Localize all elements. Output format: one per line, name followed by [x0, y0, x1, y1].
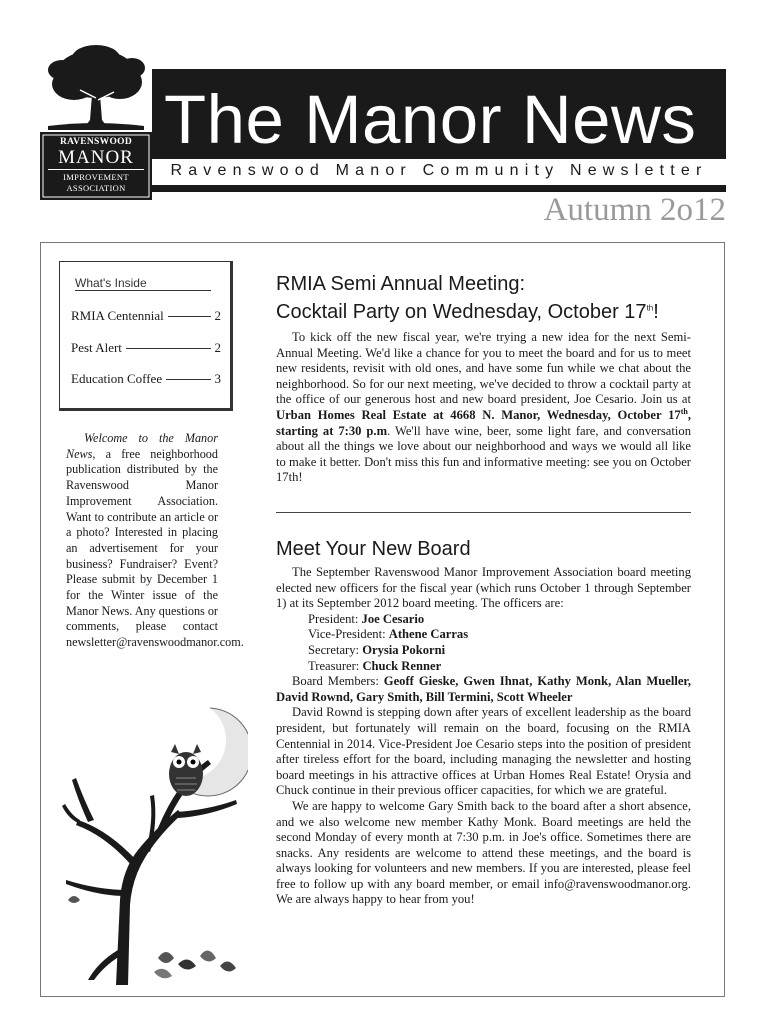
association-logo: [40, 40, 152, 200]
toc-leader: [126, 348, 211, 349]
toc-item-page: 2: [214, 308, 221, 323]
board-members-line: [276, 674, 691, 705]
article1-body: [276, 330, 691, 486]
officer-line: [276, 612, 691, 628]
officer-name: Athene Carras: [388, 627, 469, 642]
article1-heading-sup: th: [646, 303, 654, 313]
officer-role: Secretary:: [308, 642, 363, 657]
toc-item-page: 3: [214, 371, 221, 386]
welcome-title: Manor News: [66, 431, 218, 461]
welcome-blurb: [66, 431, 244, 651]
board-members-label: Board Members:: [292, 674, 384, 689]
article2-body: [276, 565, 691, 908]
article2-paragraph-3: We are happy to welcome Gary Smith back to the board after a short absence, and we also welcome new member Kathy Monk. Board meetings are held the second Monday of every month at 7:30 p.m. in Joe's office. Sometimes there are snacks. Any residents are welcome to attend these meetings, and the board is always looking for volunteers and new members. If you are interested, please feel free to follow up with any board member, or email info@ravenswoodmanor.org. We are always happy to hear from you!: [276, 798, 691, 907]
welcome-body: , a free neighborhood publication distributed by the Ravenswood Manor Improvement Association. Want to contribute an article or a photo? Interested in placing an advertisement for your business? Fundraiser? Event? Please submit by December 1 for the Winter issue of the Manor News. Any questions or comments, please contact newsletter@ravenswoodmanor.com.: [66, 446, 244, 650]
article2-heading: Meet Your New Board: [276, 538, 471, 560]
toc-item-page: 2: [214, 340, 221, 355]
article1-location-sup: th: [680, 406, 688, 416]
logo-line-2: MANOR: [58, 147, 134, 168]
article1-heading-text: Cocktail Party on Wednesday, October 17: [276, 301, 647, 323]
officer-line: [276, 643, 691, 659]
officer-line: [276, 627, 691, 643]
article1-location: Urban Homes Real Estate at 4668 N. Manor, Wednesday, October 17: [276, 407, 681, 422]
toc-item-label: Pest Alert: [71, 340, 122, 355]
officer-name: Orysia Pokorni: [362, 642, 446, 657]
logo-line-3: IMPROVEMENT: [63, 172, 129, 182]
newsletter-title: The Manor News: [164, 81, 697, 158]
officer-line: [276, 659, 691, 675]
toc-item-label: Education Coffee: [71, 371, 163, 386]
whats-inside-title: What's Inside: [75, 276, 147, 290]
article1-time: , starting at 7:30 p.m: [276, 407, 691, 438]
toc-item[interactable]: [71, 340, 221, 356]
newsletter-subtitle: Ravenswood Manor Community Newsletter: [170, 162, 708, 179]
article2-intro: The September Ravenswood Manor Improvement Association board meeting elected new officers for the fiscal year (which runs October 1 through September 1) at its September 2012 board meeting. The officers are:: [276, 565, 691, 611]
article1-heading-line1: RMIA Semi Annual Meeting:: [276, 273, 526, 295]
officer-name: Chuck Renner: [362, 658, 442, 673]
article1-heading-line2: [276, 299, 706, 325]
article1-text-a: To kick off the new fiscal year, we're trying a new idea for the next Semi-Annual Meeting. We'd like a chance for you to meet the board and for us to meet new residents, revisit with old ones, and have some fun while we chat about the neighborhood. So for our next meeting, we've decided to throw a cocktail party at the office of our generous host and new board president, Joe Cesario. Join us at: [276, 330, 691, 407]
toc-item-label: RMIA Centennial: [71, 308, 164, 323]
toc-item[interactable]: [71, 371, 221, 387]
logo-line-1: RAVENSWOOD: [60, 137, 132, 147]
article1-text-b: . We'll have wine, beer, some light fare, and conversation about all the things we love about our neighborhood and ways we would all like to make it better. Don't miss this fun and informative meeting: see you on October 17th!: [276, 423, 691, 485]
issue-season: Autumn 2o12: [543, 192, 726, 228]
article-separator: [276, 512, 691, 513]
logo-line-4: ASSOCIATION: [66, 183, 126, 193]
officer-role: Treasurer:: [308, 658, 363, 673]
toc-leader: [168, 316, 211, 317]
article1-heading-end: !: [653, 301, 659, 323]
officer-role: Vice-President:: [308, 627, 389, 642]
fallen-leaves-icon: [68, 896, 236, 978]
article2-paragraph-2: David Rownd is stepping down after years of excellent leadership as the board president, but fortunately will remain on the board, focusing on the RMIA Centennial in 2014. Vice-President Joe Cesario steps into the position of president after tireless effort for the board, including managing the newsletter and hosting board meetings in his attractive offices at Urban Homes Real Estate! Orysia and Chuck continue in their previous officer capacities, for which we are grateful.: [276, 705, 691, 798]
toc-divider: [75, 290, 211, 291]
welcome-intro: Welcome to the: [84, 431, 185, 445]
officer-role: President:: [308, 611, 362, 626]
halloween-tree-illustration: [58, 700, 248, 985]
toc-item[interactable]: [71, 308, 221, 324]
officer-name: Joe Cesario: [361, 611, 425, 626]
board-members-names: Geoff Gieske, Gwen Ihnat, Kathy Monk, Alan Mueller, David Rownd, Gary Smith, Bill Termini, Scott Wheeler: [276, 674, 692, 704]
toc-leader: [166, 379, 210, 380]
